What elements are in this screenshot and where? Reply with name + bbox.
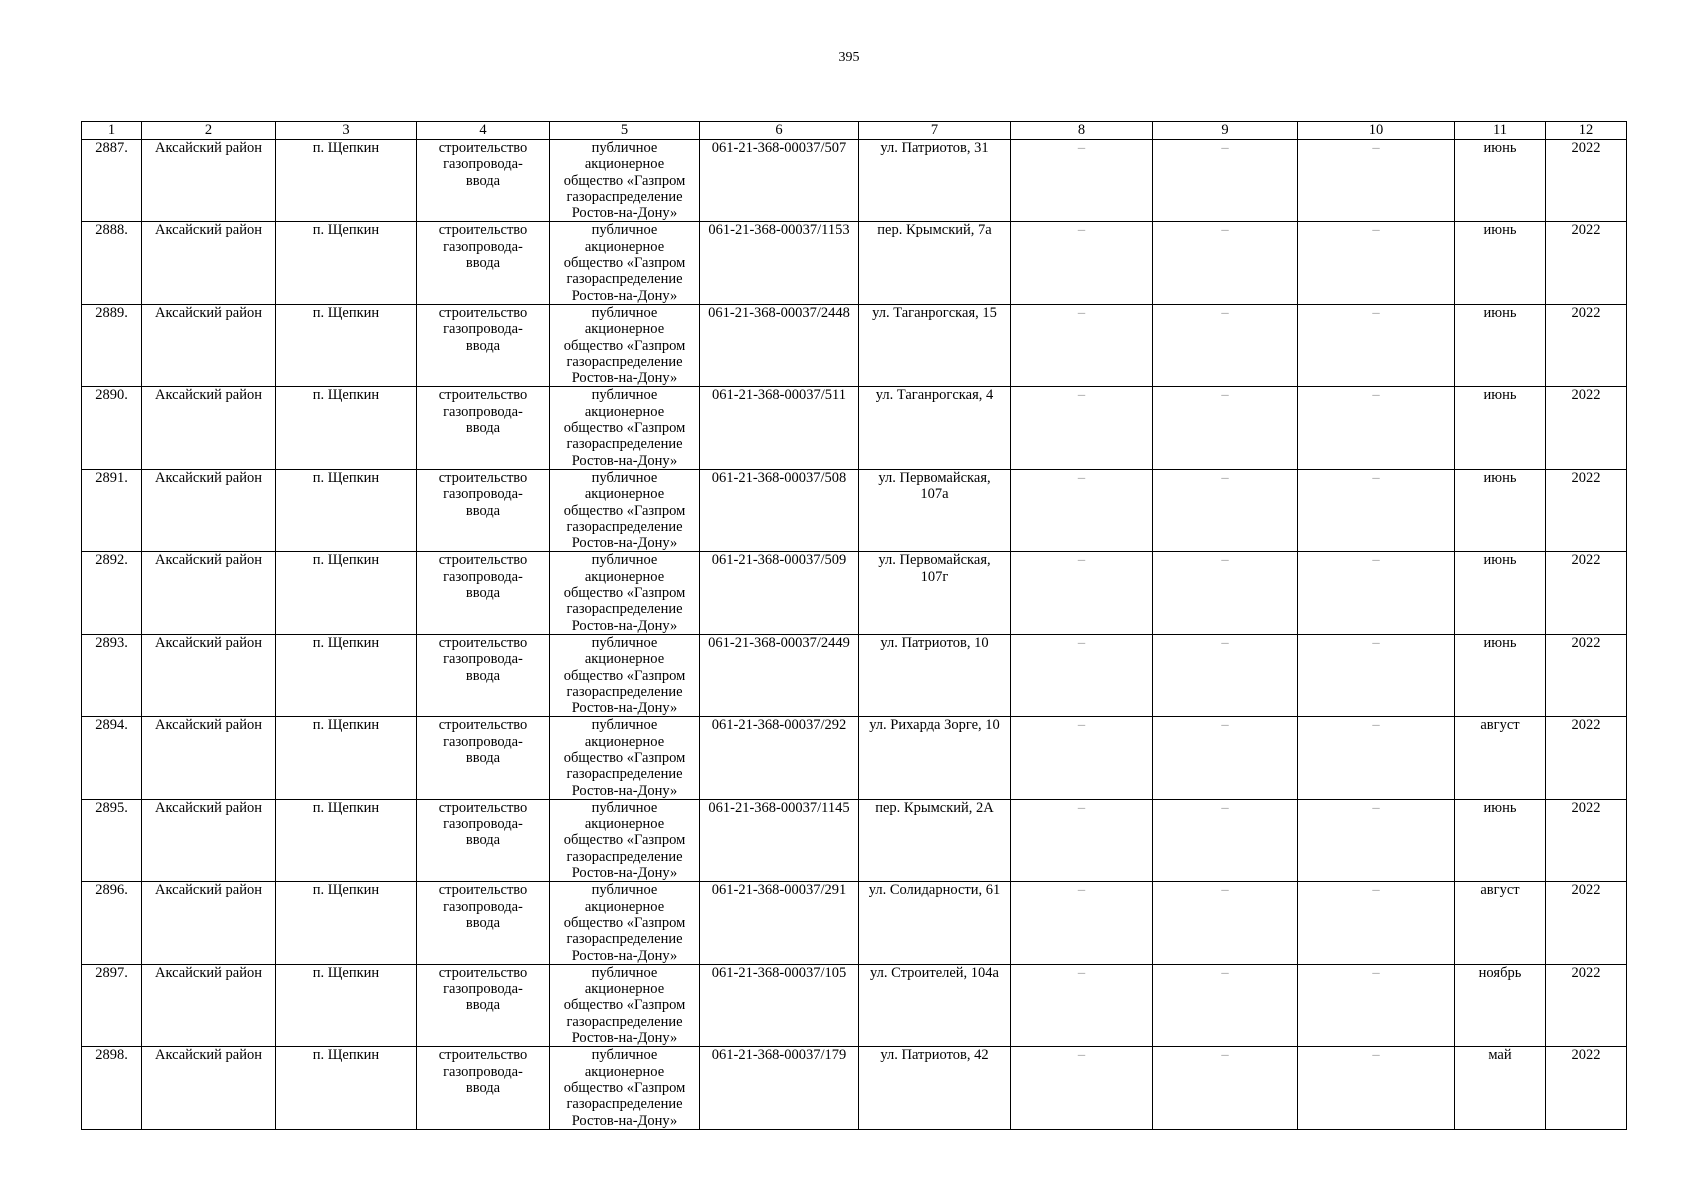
column-number-5: 5: [550, 122, 700, 140]
district-cell: Аксайский район: [142, 552, 276, 634]
organization-cell: [550, 799, 700, 881]
column-8-cell: –: [1011, 140, 1153, 222]
work-type-cell-line: ввода: [465, 585, 501, 602]
column-9-cell: –: [1153, 882, 1298, 964]
column-8-cell: –: [1011, 634, 1153, 716]
work-type-cell-line: строительство: [438, 552, 528, 569]
row-number: 2892.: [82, 552, 142, 634]
organization-cell-line: публичное: [591, 964, 658, 981]
address-cell-line: ул. Строителей, 104а: [870, 964, 999, 981]
year-cell: 2022: [1546, 222, 1627, 304]
organization-cell-line: общество «Газпром: [563, 749, 686, 766]
organization-cell-line: общество «Газпром: [563, 832, 686, 849]
table-row: [82, 222, 1627, 304]
work-type-cell: [417, 799, 550, 881]
year-cell: 2022: [1546, 552, 1627, 634]
column-10-cell: –: [1298, 1047, 1455, 1129]
work-type-cell: [417, 882, 550, 964]
district-cell: Аксайский район: [142, 799, 276, 881]
organization-cell-line: публичное: [591, 552, 658, 569]
table-row: [82, 140, 1627, 222]
register-table: [81, 121, 1627, 1130]
table-row: [82, 387, 1627, 469]
work-type-cell-line: строительство: [438, 140, 528, 156]
settlement-cell: п. Щепкин: [276, 964, 417, 1046]
settlement-cell: п. Щепкин: [276, 717, 417, 799]
organization-cell-line: общество «Газпром: [563, 172, 686, 189]
year-cell: 2022: [1546, 387, 1627, 469]
work-type-cell-line: ввода: [465, 749, 501, 766]
year-cell: 2022: [1546, 634, 1627, 716]
settlement-cell: п. Щепкин: [276, 1047, 417, 1129]
settlement-cell: п. Щепкин: [276, 222, 417, 304]
work-type-cell-line: ввода: [465, 502, 501, 519]
organization-cell-line: общество «Газпром: [563, 914, 686, 931]
district-cell: Аксайский район: [142, 222, 276, 304]
table-row: [82, 964, 1627, 1046]
organization-cell-line: общество «Газпром: [563, 997, 686, 1014]
work-type-cell-line: ввода: [465, 1079, 501, 1096]
code-cell: 061-21-368-00037/509: [700, 552, 859, 634]
address-cell: [859, 140, 1011, 222]
column-10-cell: –: [1298, 222, 1455, 304]
code-cell: 061-21-368-00037/1145: [700, 799, 859, 881]
settlement-cell: п. Щепкин: [276, 799, 417, 881]
organization-cell-line: публичное: [591, 387, 658, 404]
row-number: 2889.: [82, 304, 142, 386]
organization-cell-line: акционерное: [584, 156, 665, 173]
table-row: [82, 634, 1627, 716]
organization-cell-line: газораспределение: [566, 766, 683, 783]
organization-cell: [550, 552, 700, 634]
column-8-cell: –: [1011, 469, 1153, 551]
organization-cell-line: публичное: [591, 140, 658, 156]
organization-cell-line: публичное: [591, 469, 658, 486]
work-type-cell-line: ввода: [465, 420, 501, 437]
work-type-cell-line: строительство: [438, 799, 528, 816]
column-8-cell: –: [1011, 882, 1153, 964]
month-cell: август: [1455, 717, 1546, 799]
organization-cell: [550, 964, 700, 1046]
year-cell: 2022: [1546, 469, 1627, 551]
organization-cell: [550, 304, 700, 386]
column-8-cell: –: [1011, 717, 1153, 799]
column-8-cell: –: [1011, 304, 1153, 386]
column-8-cell: –: [1011, 964, 1153, 1046]
code-cell: 061-21-368-00037/292: [700, 717, 859, 799]
organization-cell-line: акционерное: [584, 898, 665, 915]
work-type-cell: [417, 222, 550, 304]
organization-cell-line: Ростов-на-Дону»: [571, 452, 678, 469]
organization-cell-line: Ростов-на-Дону»: [571, 947, 678, 964]
work-type-cell-line: газопровода-: [443, 651, 523, 668]
address-cell-line: ул. Таганрогская, 4: [875, 387, 994, 404]
address-cell: [859, 882, 1011, 964]
row-number: 2894.: [82, 717, 142, 799]
column-9-cell: –: [1153, 469, 1298, 551]
column-10-cell: –: [1298, 964, 1455, 1046]
column-9-cell: –: [1153, 1047, 1298, 1129]
column-10-cell: –: [1298, 799, 1455, 881]
table-body: [82, 122, 1627, 1130]
work-type-cell-line: газопровода-: [443, 321, 523, 338]
organization-cell-line: акционерное: [584, 1063, 665, 1080]
table-row: [82, 552, 1627, 634]
month-cell: июнь: [1455, 469, 1546, 551]
work-type-cell-line: газопровода-: [443, 238, 523, 255]
work-type-cell: [417, 1047, 550, 1129]
work-type-cell-line: газопровода-: [443, 156, 523, 173]
district-cell: Аксайский район: [142, 964, 276, 1046]
organization-cell-line: газораспределение: [566, 188, 683, 205]
organization-cell-line: Ростов-на-Дону»: [571, 865, 678, 882]
organization-cell: [550, 387, 700, 469]
organization-cell-line: общество «Газпром: [563, 337, 686, 354]
month-cell: май: [1455, 1047, 1546, 1129]
work-type-cell-line: газопровода-: [443, 898, 523, 915]
column-number-1: 1: [82, 122, 142, 140]
year-cell: 2022: [1546, 964, 1627, 1046]
row-number: 2893.: [82, 634, 142, 716]
organization-cell-line: общество «Газпром: [563, 1079, 686, 1096]
work-type-cell: [417, 634, 550, 716]
work-type-cell-line: ввода: [465, 667, 501, 684]
work-type-cell: [417, 140, 550, 222]
work-type-cell: [417, 304, 550, 386]
column-9-cell: –: [1153, 140, 1298, 222]
column-9-cell: –: [1153, 552, 1298, 634]
organization-cell-line: публичное: [591, 1047, 658, 1064]
work-type-cell-line: газопровода-: [443, 981, 523, 998]
column-number-12: 12: [1546, 122, 1627, 140]
organization-cell-line: акционерное: [584, 238, 665, 255]
address-cell: [859, 717, 1011, 799]
work-type-cell: [417, 469, 550, 551]
code-cell: 061-21-368-00037/1153: [700, 222, 859, 304]
column-10-cell: –: [1298, 304, 1455, 386]
address-cell-line: 107а: [920, 486, 949, 503]
work-type-cell-line: ввода: [465, 172, 501, 189]
address-cell-line: ул. Рихарда Зорге, 10: [869, 717, 1000, 734]
work-type-cell-line: строительство: [438, 222, 528, 239]
table-row: [82, 717, 1627, 799]
address-cell: [859, 799, 1011, 881]
month-cell: июнь: [1455, 304, 1546, 386]
organization-cell-line: Ростов-на-Дону»: [571, 205, 678, 222]
organization-cell-line: Ростов-на-Дону»: [571, 287, 678, 304]
row-number: 2891.: [82, 469, 142, 551]
organization-cell: [550, 634, 700, 716]
row-number: 2896.: [82, 882, 142, 964]
column-number-10: 10: [1298, 122, 1455, 140]
column-number-2: 2: [142, 122, 276, 140]
address-cell-line: ул. Солидарности, 61: [868, 882, 1001, 899]
organization-cell-line: Ростов-на-Дону»: [571, 782, 678, 799]
work-type-cell-line: ввода: [465, 337, 501, 354]
table-row: [82, 799, 1627, 881]
organization-cell-line: газораспределение: [566, 601, 683, 618]
work-type-cell: [417, 552, 550, 634]
work-type-cell-line: газопровода-: [443, 486, 523, 503]
address-cell-line: пер. Крымский, 2А: [875, 799, 994, 816]
column-10-cell: –: [1298, 882, 1455, 964]
organization-cell-line: газораспределение: [566, 436, 683, 453]
address-cell-line: ул. Патриотов, 31: [880, 140, 989, 156]
year-cell: 2022: [1546, 717, 1627, 799]
column-10-cell: –: [1298, 552, 1455, 634]
column-number-7: 7: [859, 122, 1011, 140]
work-type-cell-line: газопровода-: [443, 733, 523, 750]
address-cell: [859, 304, 1011, 386]
work-type-cell-line: газопровода-: [443, 403, 523, 420]
table-row: [82, 1047, 1627, 1129]
year-cell: 2022: [1546, 1047, 1627, 1129]
column-9-cell: –: [1153, 387, 1298, 469]
year-cell: 2022: [1546, 304, 1627, 386]
organization-cell-line: газораспределение: [566, 683, 683, 700]
organization-cell-line: газораспределение: [566, 1096, 683, 1113]
address-cell: [859, 552, 1011, 634]
address-cell: [859, 964, 1011, 1046]
organization-cell-line: акционерное: [584, 486, 665, 503]
work-type-cell-line: строительство: [438, 304, 528, 321]
work-type-cell-line: ввода: [465, 914, 501, 931]
organization-cell-line: Ростов-на-Дону»: [571, 1112, 678, 1129]
organization-cell-line: публичное: [591, 882, 658, 899]
column-number-row: [82, 122, 1627, 140]
organization-cell: [550, 222, 700, 304]
organization-cell-line: общество «Газпром: [563, 667, 686, 684]
district-cell: Аксайский район: [142, 140, 276, 222]
column-8-cell: –: [1011, 552, 1153, 634]
organization-cell-line: акционерное: [584, 321, 665, 338]
address-cell: [859, 634, 1011, 716]
code-cell: 061-21-368-00037/105: [700, 964, 859, 1046]
code-cell: 061-21-368-00037/291: [700, 882, 859, 964]
work-type-cell-line: строительство: [438, 717, 528, 734]
code-cell: 061-21-368-00037/511: [700, 387, 859, 469]
month-cell: июнь: [1455, 552, 1546, 634]
district-cell: Аксайский район: [142, 469, 276, 551]
table-row: [82, 882, 1627, 964]
work-type-cell-line: ввода: [465, 832, 501, 849]
organization-cell-line: газораспределение: [566, 353, 683, 370]
year-cell: 2022: [1546, 140, 1627, 222]
work-type-cell-line: строительство: [438, 1047, 528, 1064]
district-cell: Аксайский район: [142, 1047, 276, 1129]
column-10-cell: –: [1298, 469, 1455, 551]
month-cell: июнь: [1455, 799, 1546, 881]
organization-cell-line: публичное: [591, 222, 658, 239]
table-row: [82, 469, 1627, 551]
address-cell-line: ул. Таганрогская, 15: [872, 304, 997, 321]
year-cell: 2022: [1546, 799, 1627, 881]
organization-cell-line: газораспределение: [566, 518, 683, 535]
work-type-cell-line: ввода: [465, 997, 501, 1014]
organization-cell-line: акционерное: [584, 733, 665, 750]
address-cell-line: ул. Патриотов, 10: [880, 634, 989, 651]
organization-cell-line: публичное: [591, 717, 658, 734]
organization-cell-line: акционерное: [584, 651, 665, 668]
district-cell: Аксайский район: [142, 304, 276, 386]
column-10-cell: –: [1298, 717, 1455, 799]
column-9-cell: –: [1153, 799, 1298, 881]
address-cell-line: ул. Первомайская,: [878, 469, 991, 486]
organization-cell-line: публичное: [591, 634, 658, 651]
month-cell: июнь: [1455, 140, 1546, 222]
address-cell: [859, 1047, 1011, 1129]
column-9-cell: –: [1153, 634, 1298, 716]
column-9-cell: –: [1153, 222, 1298, 304]
work-type-cell: [417, 964, 550, 1046]
organization-cell: [550, 140, 700, 222]
address-cell: [859, 387, 1011, 469]
row-number: 2898.: [82, 1047, 142, 1129]
address-cell-line: ул. Первомайская,: [878, 552, 991, 569]
address-cell-line: ул. Патриотов, 42: [880, 1047, 989, 1064]
column-9-cell: –: [1153, 964, 1298, 1046]
organization-cell-line: газораспределение: [566, 848, 683, 865]
address-cell: [859, 469, 1011, 551]
work-type-cell-line: газопровода-: [443, 568, 523, 585]
month-cell: июнь: [1455, 222, 1546, 304]
work-type-cell-line: строительство: [438, 469, 528, 486]
organization-cell-line: акционерное: [584, 403, 665, 420]
work-type-cell: [417, 717, 550, 799]
column-number-4: 4: [417, 122, 550, 140]
column-9-cell: –: [1153, 304, 1298, 386]
settlement-cell: п. Щепкин: [276, 304, 417, 386]
column-number-8: 8: [1011, 122, 1153, 140]
address-cell-line: пер. Крымский, 7а: [877, 222, 992, 239]
organization-cell: [550, 717, 700, 799]
column-9-cell: –: [1153, 717, 1298, 799]
code-cell: 061-21-368-00037/179: [700, 1047, 859, 1129]
page-number: 395: [838, 50, 860, 65]
organization-cell: [550, 882, 700, 964]
settlement-cell: п. Щепкин: [276, 387, 417, 469]
settlement-cell: п. Щепкин: [276, 882, 417, 964]
organization-cell-line: Ростов-на-Дону»: [571, 535, 678, 552]
work-type-cell: [417, 387, 550, 469]
column-10-cell: –: [1298, 387, 1455, 469]
code-cell: 061-21-368-00037/2448: [700, 304, 859, 386]
column-number-6: 6: [700, 122, 859, 140]
column-number-11: 11: [1455, 122, 1546, 140]
row-number: 2888.: [82, 222, 142, 304]
row-number: 2890.: [82, 387, 142, 469]
organization-cell-line: общество «Газпром: [563, 502, 686, 519]
organization-cell-line: общество «Газпром: [563, 420, 686, 437]
work-type-cell-line: строительство: [438, 634, 528, 651]
district-cell: Аксайский район: [142, 634, 276, 716]
organization-cell-line: газораспределение: [566, 271, 683, 288]
organization-cell-line: газораспределение: [566, 1013, 683, 1030]
district-cell: Аксайский район: [142, 387, 276, 469]
row-number: 2895.: [82, 799, 142, 881]
work-type-cell-line: газопровода-: [443, 1063, 523, 1080]
year-cell: 2022: [1546, 882, 1627, 964]
work-type-cell-line: строительство: [438, 964, 528, 981]
address-cell-line: 107г: [920, 568, 949, 585]
organization-cell: [550, 469, 700, 551]
organization-cell-line: акционерное: [584, 568, 665, 585]
organization-cell-line: акционерное: [584, 981, 665, 998]
column-8-cell: –: [1011, 799, 1153, 881]
district-cell: Аксайский район: [142, 882, 276, 964]
address-cell: [859, 222, 1011, 304]
organization-cell-line: публичное: [591, 304, 658, 321]
organization-cell-line: общество «Газпром: [563, 255, 686, 272]
district-cell: Аксайский район: [142, 717, 276, 799]
settlement-cell: п. Щепкин: [276, 634, 417, 716]
organization-cell-line: публичное: [591, 799, 658, 816]
organization-cell-line: Ростов-на-Дону»: [571, 1030, 678, 1047]
row-number: 2897.: [82, 964, 142, 1046]
table-row: [82, 304, 1627, 386]
month-cell: ноябрь: [1455, 964, 1546, 1046]
work-type-cell-line: строительство: [438, 387, 528, 404]
column-10-cell: –: [1298, 140, 1455, 222]
column-8-cell: –: [1011, 1047, 1153, 1129]
organization-cell-line: общество «Газпром: [563, 585, 686, 602]
work-type-cell-line: строительство: [438, 882, 528, 899]
row-number: 2887.: [82, 140, 142, 222]
settlement-cell: п. Щепкин: [276, 552, 417, 634]
code-cell: 061-21-368-00037/508: [700, 469, 859, 551]
settlement-cell: п. Щепкин: [276, 469, 417, 551]
organization-cell-line: Ростов-на-Дону»: [571, 617, 678, 634]
column-8-cell: –: [1011, 387, 1153, 469]
organization-cell-line: Ростов-на-Дону»: [571, 370, 678, 387]
work-type-cell-line: ввода: [465, 255, 501, 272]
code-cell: 061-21-368-00037/2449: [700, 634, 859, 716]
column-number-3: 3: [276, 122, 417, 140]
settlement-cell: п. Щепкин: [276, 140, 417, 222]
work-type-cell-line: газопровода-: [443, 816, 523, 833]
month-cell: июнь: [1455, 634, 1546, 716]
code-cell: 061-21-368-00037/507: [700, 140, 859, 222]
column-8-cell: –: [1011, 222, 1153, 304]
organization-cell-line: газораспределение: [566, 931, 683, 948]
month-cell: июнь: [1455, 387, 1546, 469]
column-number-9: 9: [1153, 122, 1298, 140]
column-10-cell: –: [1298, 634, 1455, 716]
month-cell: август: [1455, 882, 1546, 964]
organization-cell-line: акционерное: [584, 816, 665, 833]
organization-cell-line: Ростов-на-Дону»: [571, 700, 678, 717]
organization-cell: [550, 1047, 700, 1129]
